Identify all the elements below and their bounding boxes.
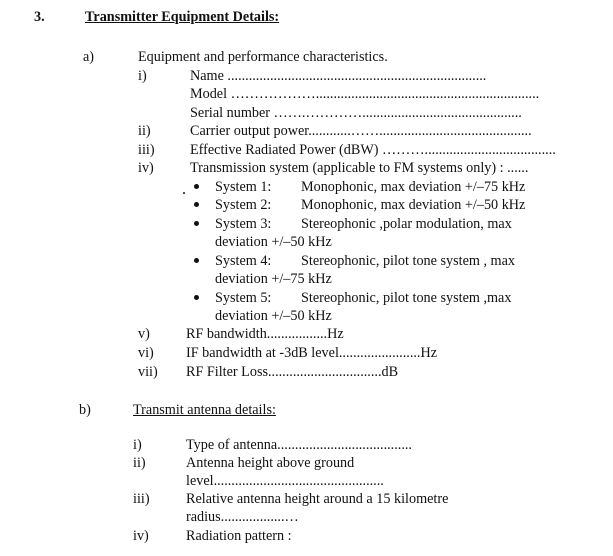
item-b-ii-number: ii) [133,455,146,471]
system-2-desc: Monophonic, max deviation +/–50 kHz [301,197,526,213]
item-a-iv-number: iv) [138,160,154,176]
stray-mark [183,192,185,194]
radiation-pattern-label: Radiation pattern : [186,528,292,544]
item-a-v-number: v) [138,326,150,342]
part-b-label: b) [79,402,91,418]
part-b-heading: Transmit antenna details: [133,402,276,418]
item-a-i-number: i) [138,68,147,84]
rf-filter-loss-field: RF Filter Loss................................dB [186,364,399,380]
item-a-vii-number: vii) [138,364,158,380]
system-5-desc-cont: deviation +/–50 kHz [215,308,332,324]
item-a-ii-number: ii) [138,123,151,139]
antenna-height-label: Antenna height above ground [186,455,355,471]
item-a-vi-number: vi) [138,345,154,361]
system-3-desc-cont: deviation +/–50 kHz [215,234,332,250]
bullet-icon [194,221,199,226]
bullet-icon [194,295,199,300]
system-1-desc: Monophonic, max deviation +/–75 kHz [301,179,526,195]
item-a-iii-number: iii) [138,142,155,158]
system-5-name: System 5: [215,290,272,306]
system-3-desc: Stereophonic ,polar modulation, max [301,216,512,232]
system-5-desc: Stereophonic, pilot tone system ,max [301,290,512,306]
if-bandwidth-field: IF bandwidth at -3dB level.......................Hz [186,345,438,361]
item-name-field: Name ......................................................................... [190,68,487,84]
antenna-type-field: Type of antenna...................................... [186,437,412,453]
part-a-label: a) [83,49,95,65]
rf-bandwidth-field: RF bandwidth.................Hz [186,326,344,342]
antenna-height-field: level................................................ [186,473,384,489]
bullet-icon [194,184,199,189]
item-b-iii-number: iii) [133,491,150,507]
section-number: 3. [34,9,45,25]
section-title: Transmitter Equipment Details: [85,9,280,25]
system-1-name: System 1: [215,179,272,195]
system-3-name: System 3: [215,216,272,232]
item-serial-number-field: Serial number …….…………............................................. [190,105,522,121]
relative-height-field: radius..................… [186,509,299,525]
item-b-iv-number: iv) [133,528,149,544]
item-b-i-number: i) [133,437,142,453]
item-model-field: Model ………………............................................................... [190,86,540,102]
erp-field: Effective Radiated Power (dBW) ………..................................... [190,142,556,158]
carrier-output-power-field: Carrier output power............……........................................... [190,123,532,139]
system-4-desc: Stereophonic, pilot tone system , max [301,253,515,269]
bullet-icon [194,258,199,263]
relative-height-label: Relative antenna height around a 15 kilometre [186,491,449,507]
transmission-system-field: Transmission system (applicable to FM systems only) : ...... [190,160,529,176]
bullet-icon [194,202,199,207]
system-4-desc-cont: deviation +/–75 kHz [215,271,332,287]
system-4-name: System 4: [215,253,272,269]
system-2-name: System 2: [215,197,272,213]
part-a-heading: Equipment and performance characteristics. [138,49,388,65]
